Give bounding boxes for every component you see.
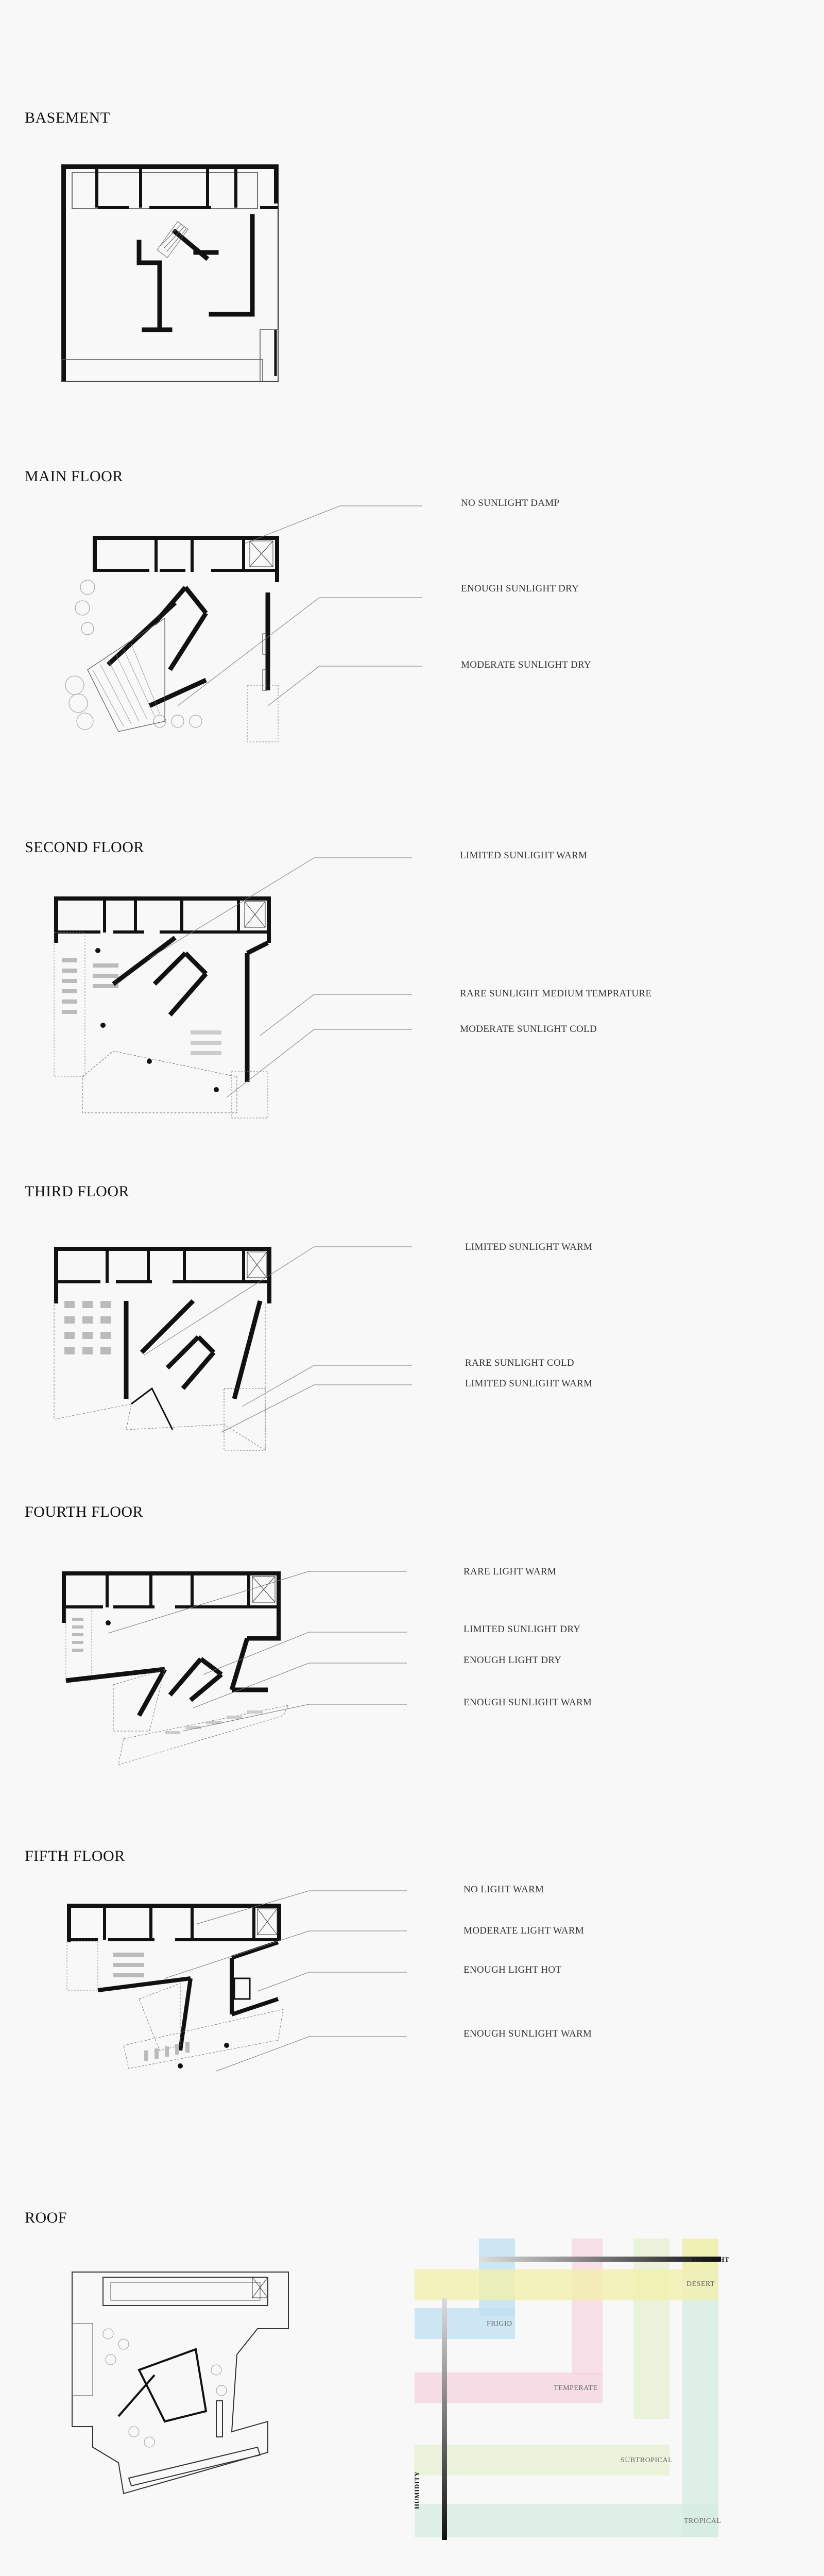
zone-name-subtropical: SUBTROPICAL: [621, 2456, 673, 2464]
floor-title-third: THIRD FLOOR: [25, 1183, 130, 1200]
zone-label: NO LIGHT WARM: [464, 1884, 544, 1895]
floor-plan-second: [46, 886, 283, 1123]
zone-label: RARE SUNLIGHT MEDIUM TEMPRATURE: [460, 988, 652, 999]
sunlight-axis-label: SUNLIGHT: [692, 2256, 729, 2263]
zone-name-temperate: TEMPERATE: [554, 2384, 598, 2392]
zone-label: MODERATE SUNLIGHT COLD: [460, 1024, 597, 1035]
humidity-axis-label: HUMIDITY: [413, 2471, 421, 2509]
zone-label: LIMITED SUNLIGHT WARM: [460, 850, 588, 861]
zone-label: ENOUGH LIGHT DRY: [464, 1655, 562, 1666]
floor-plan-roof: [62, 2267, 299, 2499]
floor-title-fifth: FIFTH FLOOR: [25, 1848, 125, 1865]
floor-title-main: MAIN FLOOR: [25, 468, 123, 485]
zone-label: ENOUGH SUNLIGHT WARM: [464, 2028, 592, 2039]
climate-diagram: [412, 2236, 729, 2540]
zone-label: RARE LIGHT WARM: [464, 1566, 557, 1577]
sunlight-axis-bar: [479, 2257, 721, 2262]
zone-name-tropical: TROPICAL: [684, 2517, 722, 2525]
floor-plan-basement: [57, 160, 283, 386]
floor-plan-main: [57, 515, 283, 757]
zone-name-desert: DESERT: [686, 2280, 715, 2288]
floor-plan-fifth: [57, 1896, 288, 2071]
zone-label: NO SUNLIGHT DAMP: [461, 498, 560, 509]
zone-label: ENOUGH LIGHT HOT: [464, 1964, 562, 1975]
floor-plan-fourth: [52, 1561, 288, 1767]
zone-label: ENOUGH SUNLIGHT WARM: [464, 1697, 592, 1708]
zone-name-frigid: FRIGID: [487, 2320, 512, 2328]
floor-plan-third: [49, 1234, 286, 1461]
floor-title-fourth: FOURTH FLOOR: [25, 1503, 144, 1520]
zone-label: LIMITED SUNLIGHT DRY: [464, 1624, 581, 1635]
zone-label: ENOUGH SUNLIGHT DRY: [461, 583, 579, 594]
humidity-axis-bar: [442, 2298, 447, 2540]
floor-title-second: SECOND FLOOR: [25, 839, 144, 856]
floor-title-basement: BASEMENT: [25, 109, 110, 126]
zone-label: MODERATE SUNLIGHT DRY: [461, 659, 591, 670]
zone-label: RARE SUNLIGHT COLD: [465, 1358, 574, 1368]
zone-label: MODERATE LIGHT WARM: [464, 1925, 585, 1936]
zone-label: LIMITED SUNLIGHT WARM: [465, 1378, 593, 1389]
zone-label: LIMITED SUNLIGHT WARM: [465, 1242, 593, 1252]
floor-title-roof: ROOF: [25, 2209, 67, 2226]
